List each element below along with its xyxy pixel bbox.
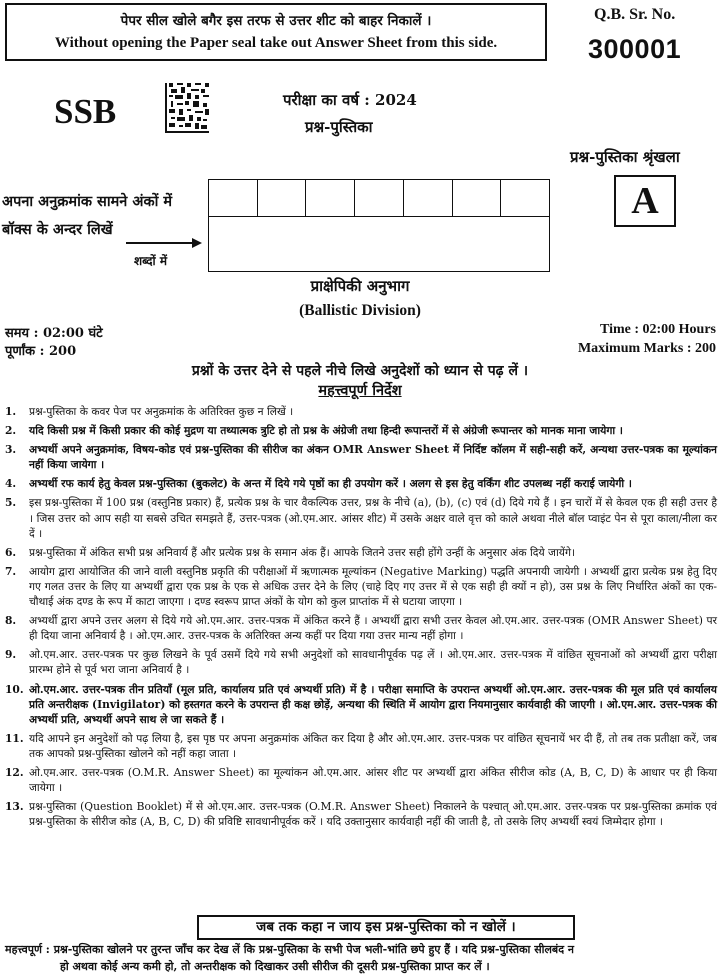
booklet-title: प्रश्न-पुस्तिका — [305, 118, 373, 136]
roll-digit-boxes — [209, 180, 549, 217]
datamatrix-code-icon — [165, 83, 209, 133]
exam-year: परीक्षा का वर्ष : 2024 — [283, 91, 417, 109]
roll-digit-box[interactable] — [209, 180, 258, 216]
roll-digit-box[interactable] — [258, 180, 307, 216]
roll-words-label: शब्दों में — [134, 254, 167, 268]
instructions-heading — [0, 380, 720, 400]
department-hindi: प्राक्षेपिकी अनुभाग — [310, 277, 410, 295]
instruction-item — [5, 423, 717, 438]
instruction-item — [5, 495, 717, 540]
instruction-text: प्रश्न-पुस्तिका में अंकित सभी प्रश्न अनिवार्य हैं और प्रत्येक प्रश्न के समान अंक हैं। आपके जितने उत्तर सही होंगे उन्हीं के अनुसार अंक दिये जायेंगे। — [29, 545, 576, 559]
roll-digit-box[interactable] — [355, 180, 404, 216]
instruction-text: प्रश्न-पुस्तिका के कवर पेज पर अनुक्रमांक के अतिरिक्त कुछ न लिखें । — [29, 405, 294, 418]
instruction-item — [5, 476, 717, 491]
instruction-item — [5, 682, 717, 727]
instructions-heading-text: महत्त्वपूर्ण निर्देश — [318, 382, 402, 399]
instruction-number: 9. — [5, 648, 17, 662]
instruction-item — [5, 647, 717, 677]
roll-digit-box[interactable] — [453, 180, 502, 216]
department-english: (Ballistic Division) — [299, 302, 421, 319]
instruction-text: अभ्यर्थी द्वारा अपने उत्तर अलग से दिये गये ओ.एम.आर. उत्तर-पत्रक में अंकित करने हैं । अभ्यर्थी द्वारा सभी उत्तर केवल ओ.एम.आर. उत्तर-पत्रक (OMR Answer Sheet) पर ही दिया जाना अनिवार्य है । ओ.एम.आर. उत्तर-पत्रक के अतिरिक्त अन्य कहीं पर दिया गया उत्तर मान्य नहीं होगा । — [29, 614, 717, 643]
instruction-item — [5, 545, 717, 560]
instruction-number: 1. — [5, 405, 17, 418]
important-note-line-1: महत्त्वपूर्ण : प्रश्न-पुस्तिका खोलने पर तुरन्त जाँच कर देख लें कि प्रश्न-पुस्तिका के सभी पेज भली-भांति छपे हुए हैं । यदि प्रश्न-पुस्तिका सीलबंद न — [5, 943, 574, 956]
important-note-line-2: हो अथवा कोई अन्य कमी हो, तो अन्तरीक्षक को दिखाकर उसी सीरीज की दूसरी प्रश्न-पुस्तिका प्राप्त कर लें । — [60, 960, 490, 973]
roll-number-grid — [208, 179, 550, 272]
instruction-text: अभ्यर्थी अपने अनुक्रमांक, विषय-कोड एवं प्रश्न-पुस्तिका की सीरीज का अंकन OMR Answer Sheet में निर्दिष्ट कॉलम में सही-सही करें, अन्यथा उत्तर-पत्रक का मूल्यांकन नहीं किया जायेगा । — [29, 443, 717, 472]
roll-digit-box[interactable] — [501, 180, 549, 216]
seal-notice-hindi: पेपर सील खोले बगैर इस तरफ से उत्तर शीट को बाहर निकालें । — [120, 13, 432, 29]
instruction-text: इस प्रश्न-पुस्तिका में 100 प्रश्न (वस्तुनिष्ठ प्रकार) हैं, प्रत्येक प्रश्न के चार वैकल्पिक उत्तर, प्रश्न के नीचे (a), (b), (c) एवं (d) दिये गये हैं । इन चारों में से केवल एक ही सही उत्तर है । जिस उत्तर को आप सही या सबसे उचित समझते हैं, उत्तर-पत्रक (ओ.एम.आर. आंसर शीट) में उसके अक्षर वाले वृत्त को काले अथवा नीले बॉल प्वाइंट पेन से पूरा काला/नीला कर दें । — [29, 496, 717, 540]
instruction-item — [5, 799, 717, 829]
instruction-item — [5, 765, 717, 795]
qb-serial-number: 300001 — [588, 34, 682, 64]
instruction-text: अभ्यर्थी रफ कार्य हेतु केवल प्रश्न-पुस्तिका (बुकलेट) के अन्त में दिये गये पृष्ठों का ही उपयोग करें । अलग से इस हेतु वर्किंग शीट उपलब्ध नहीं कराई जायेगी । — [29, 477, 632, 491]
booklet-series-code: A — [614, 175, 676, 227]
do-not-open-notice: जब तक कहा न जाय इस प्रश्न-पुस्तिका को न खोलें । — [197, 915, 575, 940]
instruction-number: 5. — [5, 496, 17, 510]
instruction-text: प्रश्न-पुस्तिका (Question Booklet) में से ओ.एम.आर. उत्तर-पत्रक (O.M.R. Answer Sheet) निकालने के पश्चात् ओ.एम.आर. उत्तर-पत्रक पर प्रश्न-पुस्तिका क्रमांक एवं प्रश्न-पुस्तिका के सीरीज कोड (A, B, C, D) की प्रविष्टि सावधानीपूर्वक करें । यदि उक्तानुसार कार्यवाही नहीं की जाती है, तो उसके लिए अभ्यर्थी स्वयं जिम्मेदार होगा । — [29, 800, 717, 829]
roll-number-instruction — [2, 188, 172, 244]
instruction-number: 4. — [5, 477, 17, 491]
instruction-item — [5, 564, 717, 609]
roll-number-words-box[interactable] — [209, 217, 549, 271]
instruction-text: ओ.एम.आर. उत्तर-पत्रक पर कुछ लिखने के पूर्व उसमें दिये गये सभी अनुदेशों को सावधानीपूर्वक पढ़ लें । ओ.एम.आर. उत्तर-पत्रक में वांछित सूचनाओं को अभ्यर्थी द्वारा परीक्षा प्रारम्भ होने से पूर्व भरा जाना अनिवार्य है । — [29, 648, 717, 677]
instruction-number: 3. — [5, 443, 17, 457]
marks-hindi: पूर्णांक : 200 — [5, 344, 77, 359]
instruction-item — [5, 613, 717, 643]
instructions-list — [5, 404, 717, 833]
instruction-number: 2. — [5, 424, 17, 438]
roll-instruction-line-2: बॉक्स के अन्दर लिखें — [2, 221, 113, 238]
instruction-item — [5, 404, 717, 419]
instruction-number: 12. — [5, 765, 24, 779]
instruction-text: यदि आपने इन अनुदेशों को पढ़ लिया है, इस पृष्ठ पर अपना अनुक्रमांक अंकित कर दिया है और ओ.एम.आर. उत्तर-पत्रक पर वांछित सूचनायें भर दी हैं, तो तब तक प्रतीक्षा करें, जब तक आपको प्रश्न-पुस्तिका खोलने को नहीं कहा जाता । — [29, 731, 717, 760]
read-instructions-note: प्रश्नों के उत्तर देने से पहले नीचे लिखे अनुदेशों को ध्यान से पढ़ लें । — [191, 363, 529, 379]
time-hindi: समय : 02:00 घंटे — [5, 326, 103, 341]
instruction-text: ओ.एम.आर. उत्तर-पत्रक (O.M.R. Answer Sheet) का मूल्यांकन ओ.एम.आर. आंसर शीट पर अभ्यर्थी द्वारा अंकित सीरीज कोड (A, B, C, D) के आधार पर ही किया जायेगा । — [29, 765, 717, 795]
instruction-number: 13. — [5, 800, 24, 814]
org-logo-text: SSB — [54, 92, 117, 131]
instruction-item — [5, 731, 717, 761]
roll-digit-box[interactable] — [404, 180, 453, 216]
instruction-number: 8. — [5, 614, 17, 628]
qb-serial-label: Q.B. Sr. No. — [594, 6, 676, 23]
instruction-number: 6. — [5, 545, 17, 559]
marks-english: Maximum Marks : 200 — [577, 341, 716, 356]
instruction-number: 7. — [5, 564, 17, 578]
seal-notice-english: Without opening the Paper seal take out Answer Sheet from this side. — [54, 35, 498, 51]
roll-instruction-line-1: अपना अनुक्रमांक सामने अंकों में — [2, 193, 173, 210]
instruction-text: ओ.एम.आर. उत्तर-पत्रक तीन प्रतियाँ (मूल प्रति, कार्यालय प्रति एवं अभ्यर्थी प्रति) में है । परीक्षा समाप्ति के उपरान्त अभ्यर्थी ओ.एम.आर. उत्तर-पत्रक की मूल प्रति एवं कार्यालय प्रति अन्तरीक्षक (Invigilator) को हस्तगत करने के उपरान्त ही कक्ष छोड़ें, अन्यथा की स्थिति में आयोग द्वारा नियमानुसार कार्यवाही की जाएगी । ओ.एम.आर. उत्तर-पत्रक की अभ्यर्थी प्रति, अभ्यर्थी अपने साथ ले जा सकते हैं । — [29, 682, 717, 726]
instruction-text: आयोग द्वारा आयोजित की जाने वाली वस्तुनिष्ठ प्रकृति की परीक्षाओं में ऋणात्मक मूल्यांकन (Negative Marking) पद्धति अपनायी जायेगी । अभ्यर्थी द्वारा प्रत्येक प्रश्न हेतु दिए गए गलत उत्तर के लिए या अभ्यर्थी द्वारा एक प्रश्न के एक से अधिक उत्तर देने के लिए (चाहे दिए गए उत्तर में से एक सही ही क्यों न हो), उस प्रश्न के लिए निर्धारित अंकों का एक-चौथाई अंक दण्ड के रूप में काटा जाएगा । दण्ड स्वरूप प्राप्त अंकों के योग को कुल प्राप्तांक में से घटाया जाएगा । — [29, 564, 717, 609]
booklet-series-label: प्रश्न-पुस्तिका श्रृंखला — [570, 148, 680, 166]
instruction-item — [5, 442, 717, 472]
time-english: Time : 02:00 Hours — [599, 322, 716, 337]
seal-notice-box — [5, 3, 547, 61]
arrow-right-icon — [126, 237, 202, 249]
instruction-number: 10. — [5, 682, 24, 696]
instruction-text: यदि किसी प्रश्न में किसी प्रकार की कोई मुद्रण या तथ्यात्मक त्रुटि हो तो प्रश्न के अंग्रेजी तथा हिन्दी रूपान्तरों में से अंग्रेजी रूपान्तर को मानक माना जायेगा । — [29, 424, 623, 438]
instruction-number: 11. — [5, 731, 24, 745]
roll-digit-box[interactable] — [306, 180, 355, 216]
